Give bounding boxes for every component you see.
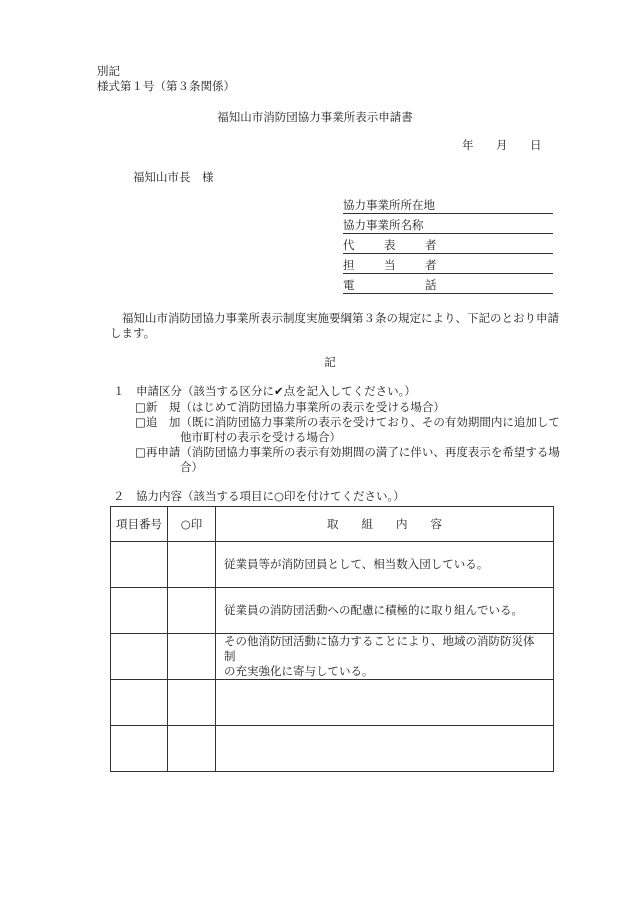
col-header-mark: ○印 (168, 507, 216, 542)
row-content-cell (216, 542, 554, 588)
representative-field[interactable] (343, 238, 553, 254)
row-mark-cell[interactable] (168, 680, 216, 726)
address-field[interactable] (343, 198, 553, 214)
table-header-row (111, 507, 554, 542)
row-content-line: 従業員等が消防団員として、相当数入団している。 (224, 557, 489, 571)
appendix-label: 別記 (97, 64, 120, 78)
table-row (111, 680, 554, 726)
option-add-cont: 他市町村の表示を受ける場合） (180, 430, 341, 444)
col-header-content: 取 組 内 容 (216, 507, 554, 542)
rep-label-1: 代 (343, 238, 355, 252)
intro-line-1: 福知山市消防団協力事業所表示制度実施要綱第３条の規定により、下記のとおり申請 (122, 311, 559, 325)
document-title: 福知山市消防団協力事業所表示申請書 (217, 110, 413, 124)
contact-label-3: 者 (425, 258, 437, 272)
row-mark-cell[interactable] (168, 726, 216, 772)
row-content-cell[interactable] (216, 680, 554, 726)
row-mark-cell[interactable] (168, 634, 216, 680)
row-number-cell[interactable] (111, 542, 168, 588)
ki-heading: 記 (324, 355, 336, 369)
row-mark-cell[interactable] (168, 542, 216, 588)
table-row (111, 542, 554, 588)
date-year: 年 (462, 138, 474, 152)
row-content-cell (216, 588, 554, 634)
row-content-line: その他消防団活動に協力することにより、地域の消防防災体制 (224, 634, 535, 663)
option-reapply[interactable]: □再申請（消防団協力事業所の表示有効期間の満了に伴い、再度表示を希望する場 (135, 445, 560, 459)
row-content-line: 従業員の消防団活動への配慮に積極的に取り組んでいる。 (224, 603, 523, 617)
company-name-field[interactable] (343, 218, 553, 234)
row-content-cell[interactable] (216, 726, 554, 772)
company-name-label: 協力事業所名称 (343, 218, 424, 232)
addressee: 福知山市長 様 (133, 170, 214, 184)
table-row (111, 634, 554, 680)
phone-label-2: 話 (425, 278, 437, 292)
phone-label-1: 電 (343, 278, 355, 292)
intro-line-2: します。 (110, 326, 156, 340)
contact-person-field[interactable] (343, 258, 553, 274)
section2-heading: ２ 協力内容（該当する項目に○印を付けてください。） (113, 489, 405, 503)
date-month: 月 (496, 138, 508, 152)
row-number-cell[interactable] (111, 680, 168, 726)
activity-table (110, 506, 554, 772)
row-number-cell[interactable] (111, 634, 168, 680)
option-reapply-cont: 合） (180, 460, 203, 474)
address-label: 協力事業所所在地 (343, 198, 435, 212)
rep-label-2: 表 (384, 238, 396, 252)
row-number-cell[interactable] (111, 588, 168, 634)
col-header-number: 項目番号 (111, 507, 168, 542)
row-number-cell[interactable] (111, 726, 168, 772)
contact-label-2: 当 (384, 258, 396, 272)
row-content-line: の充実強化に寄与している。 (224, 664, 374, 678)
section1-heading: １ 申請区分（該当する区分に✔点を記入してください。） (113, 384, 416, 398)
phone-field[interactable] (343, 278, 553, 294)
row-mark-cell[interactable] (168, 588, 216, 634)
option-new[interactable]: □新 規（はじめて消防団協力事業所の表示を受ける場合） (135, 400, 445, 414)
option-add[interactable]: □追 加（既に消防団協力事業所の表示を受けており、その有効期間内に追加して (135, 415, 560, 429)
table-row (111, 726, 554, 772)
date-day: 日 (530, 138, 542, 152)
table-row (111, 588, 554, 634)
row-content-cell (216, 634, 554, 680)
contact-label-1: 担 (343, 258, 355, 272)
rep-label-3: 者 (425, 238, 437, 252)
form-number: 様式第１号（第３条関係） (97, 79, 235, 93)
